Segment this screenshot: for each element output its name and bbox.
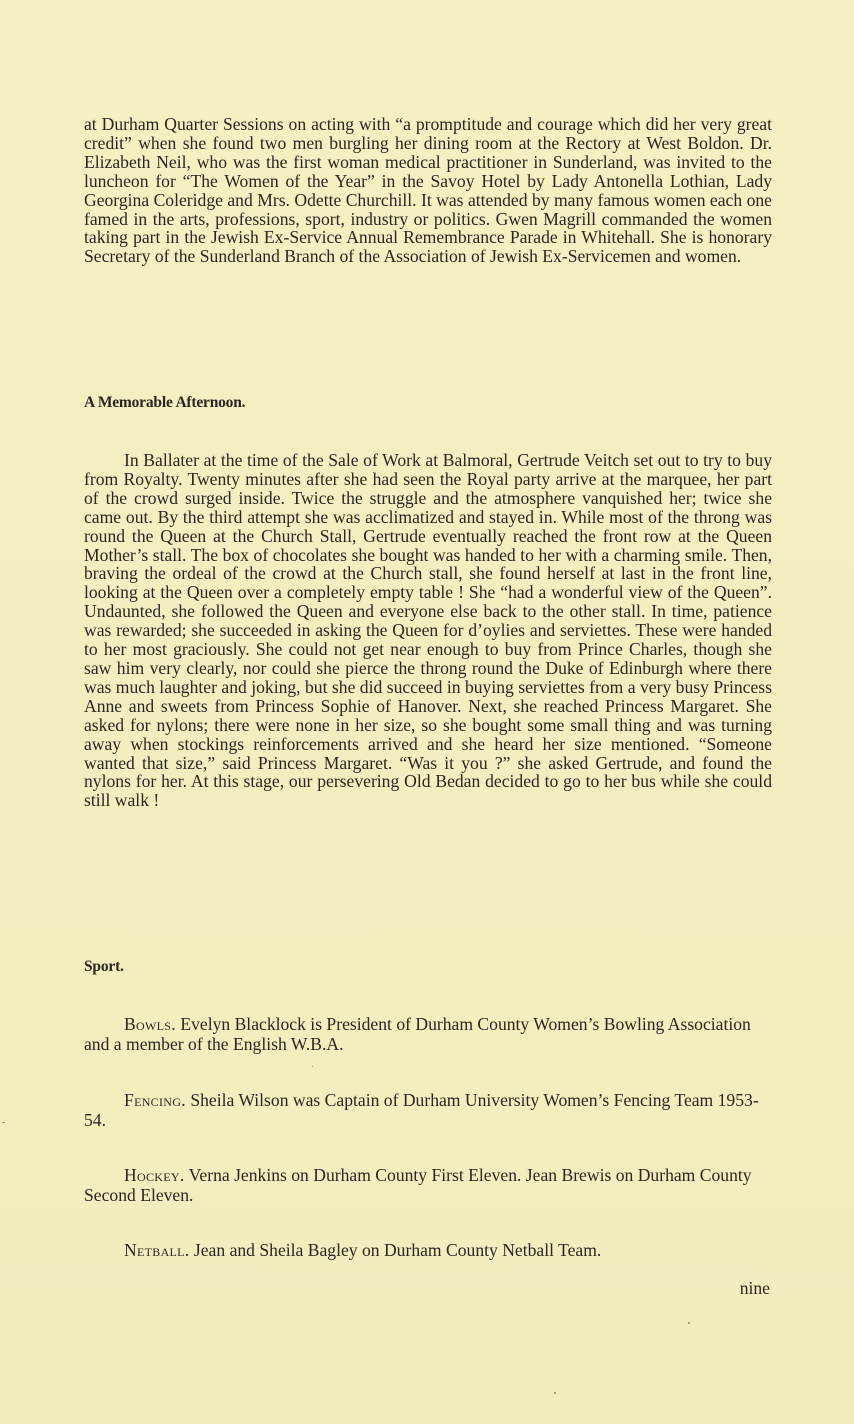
sport-text-netball: Jean and Sheila Bagley on Durham County Netball Team. — [193, 1240, 602, 1260]
paper-speck — [2, 1122, 5, 1123]
sport-label-hockey: Hockey. — [124, 1165, 185, 1185]
intro-paragraph-block — [84, 115, 772, 266]
page-number: nine — [739, 1278, 770, 1298]
sport-item-fencing — [84, 1090, 774, 1130]
sport-item-netball — [84, 1240, 774, 1260]
sport-item-bowls — [84, 1014, 774, 1054]
sport-text-bowls: Evelyn Blacklock is President of Durham County Women’s Bowling Association and a member of the English W.B.A. — [84, 1014, 751, 1054]
intro-paragraph: at Durham Quarter Sessions on acting with “a promptitude and courage which did her very great credit” when she found two men burgling her dining room at the Rectory at West Boldon. Dr. Elizabeth Neil, who was the first woman medical practitioner in Sunderland, was invited to the luncheon for “The Women of the Year” in the Savoy Hotel by Lady Antonella Lothian, Lady Georgina Coleridge and Mrs. Odette Churchill. It was attended by many famous women each one famed in the arts, professions, sport, industry or politics. Gwen Magrill commanded the women taking part in the Jewish Ex-Service Annual Remembrance Parade in Whitehall. She is honorary Secretary of the Sunderland Branch of the Association of Jewish Ex-Servicemen and women. — [84, 114, 772, 267]
paper-speck — [688, 1322, 690, 1324]
memorable-paragraph-block — [84, 451, 772, 810]
memorable-paragraph: In Ballater at the time of the Sale of Work at Balmoral, Gertrude Veitch set out to try to buy from Royalty. Twenty minutes after she had seen the Royal party arrive at the marquee, her part of the crowd surged inside. Twice the struggle and the atmosphere vanquished her; twice she came out. By the third attempt she was acclimatized and stayed in. While most of the throng was round the Queen at the Church Stall, Gertrude eventually reached the front row at the Queen Mother’s stall. The box of chocolates she bought was handed to her with a charming smile. Then, braving the ordeal of the crowd at the Church stall, she found herself at last in the front line, looking at the Queen over a completely empty table ! She “had a wonderful view of the Queen”. Undaunted, she followed the Queen and everyone else back to the other stall. In time, patience was rewarded; she succeeded in asking the Queen for d’oylies and serviettes. These were handed to her most graciously. She could not get near enough to buy from Prince Charles, though she saw him very clearly, nor could she pierce the throng round the Duke of Edinburgh where there was much laughter and joking, but she did succeed in buying serviettes from a very busy Princess Anne and sweets from Princess Sophie of Hanover. Next, she reached Princess Margaret. She asked for nylons; there were none in her size, so she bought some small thing and was turning away when stockings reinforcements arrived and she heard her size mentioned. “Someone wanted that size,” said Princess Margaret. “Was it you ?” she asked Gertrude, and found the nylons for her. At this stage, our persevering Old Bedan decided to go to her bus while she could still walk ! — [84, 450, 772, 811]
sport-text-fencing: Sheila Wilson was Captain of Durham University Women’s Fencing Team 1953-54. — [84, 1090, 759, 1130]
paper-speck — [312, 1066, 313, 1067]
sport-label-fencing: Fencing. — [124, 1090, 186, 1110]
sport-item-hockey — [84, 1165, 774, 1205]
paper-speck — [554, 1392, 556, 1394]
sport-label-netball: Netball. — [124, 1240, 190, 1260]
sport-label-bowls: Bowls. — [124, 1014, 176, 1034]
sport-text-hockey: Verna Jenkins on Durham County First Eleven. Jean Brewis on Durham County Second Eleven. — [84, 1165, 752, 1205]
section-heading-sport: Sport. — [84, 958, 124, 975]
section-heading-memorable-afternoon: A Memorable Afternoon. — [84, 394, 246, 411]
